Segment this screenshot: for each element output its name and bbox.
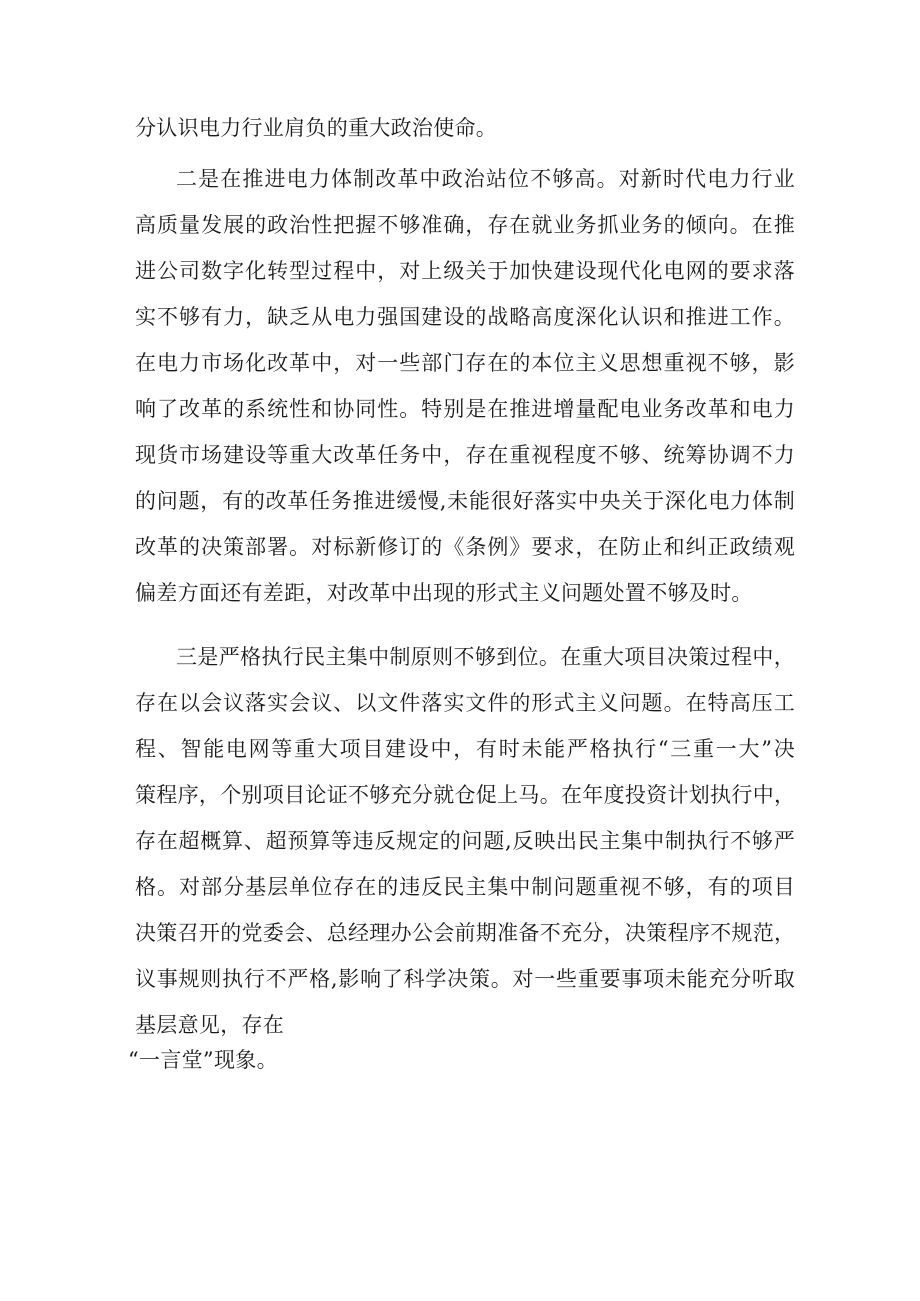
text-line: 基层意见，存在 [135,1013,285,1037]
text-line: 在电力市场化改革中，对一些部门存在的本位主义思想重视不够，影 [135,351,795,375]
text-line: 决策召开的党委会、总经理办公会前期准备不充分，决策程序不规范， [135,921,796,945]
text-line: 格。对部分基层单位存在的违反民主集中制问题重视不够，有的项目 [135,875,795,899]
text-line: 实不够有力，缺乏从电力强国建设的战略高度深化认识和推进工作。 [135,305,795,329]
text-line: 的问题，有的改革任务推进缓慢,未能很好落实中央关于深化电力体制 [135,489,795,513]
text-line: 进公司数字化转型过程中，对上级关于加快建设现代化电网的要求落 [135,259,795,283]
text-line: 偏差方面还有差距，对改革中出现的形式主义问题处置不够及时。 [135,581,753,605]
text-line: 存在超概算、超预算等违反规定的问题,反映出民主集中制执行不够严 [135,829,795,853]
text-line: 议事规则执行不严格,影响了科学决策。对一些重要事项未能充分听取 [135,967,795,991]
paragraph-heading-line: 三是严格执行民主集中制原则不够到位。在重大项目决策过程中， [176,645,795,669]
text-line: 策程序，个别项目论证不够充分就仓促上马。在年度投资计划执行中， [135,783,796,807]
text-line: 分认识电力行业肩负的重大政治使命。 [135,116,498,140]
text-line: 存在以会议落实会议、以文件落实文件的形式主义问题。在特高压工 [135,691,795,715]
paragraph-heading-line: 二是在推进电力体制改革中政治站位不够高。对新时代电力行业 [176,167,795,191]
text-line: 现货市场建设等重大改革任务中，存在重视程度不够、统筹协调不力 [135,443,795,467]
text-line: 改革的决策部署。对标新修订的《条例》要求，在防止和纠正政绩观 [135,535,795,559]
text-line: “一言堂”现象。 [128,1048,278,1072]
text-line: 程、智能电网等重大项目建设中，有时未能严格执行“三重一大”决 [135,737,795,761]
text-line: 高质量发展的政治性把握不够准确，存在就业务抓业务的倾向。在推 [135,213,795,237]
text-line: 响了改革的系统性和协同性。特别是在推进增量配电业务改革和电力 [135,397,795,421]
